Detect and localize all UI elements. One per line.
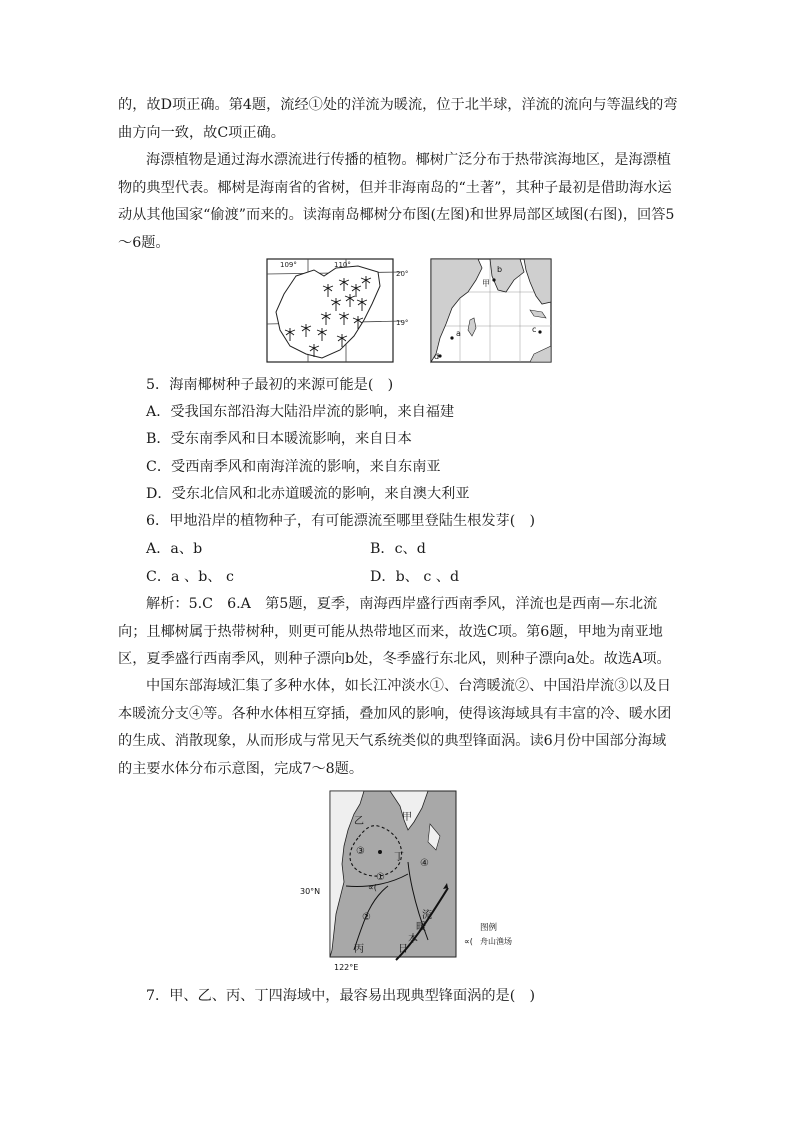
q6-option-b: B．c、d (370, 541, 426, 557)
label-d: d (434, 352, 440, 361)
lat-label-30n: 30°N (300, 887, 321, 896)
water-label-4: ④ (420, 858, 429, 869)
label-jia: 甲 (482, 279, 490, 288)
q6-option-c: C．a 、b、 c (146, 569, 234, 585)
q5-option-d: D．受东北信风和北赤道暖流的影响，来自澳大利亚 (146, 486, 470, 502)
region-label-bing: 丙 (354, 944, 364, 955)
q7-stem: 7．甲、乙、丙、丁四海域中，最容易出现典型锋面涡的是( ) (146, 988, 535, 1004)
label-b: b (497, 265, 503, 274)
q6-option-d: D．b、 c 、d (370, 569, 460, 585)
paragraph-china-sea-intro: 中国东部海域汇集了多种水体，如长江冲淡水①、台湾暖流②、中国沿岸流③以及日本暖流分支④等。各种水体相互穿插，叠加风的影响，使得该海域具有丰富的冷、暖水团的生成、消散现象，从而形成与常见天气系统类似的典型锋面涡。读6月份中国部分海域的主要水体分布示意图，完成7～8题。 (118, 678, 672, 777)
current-char-nuan: 暖 (416, 922, 426, 933)
current-char-liu: 流 (422, 910, 432, 921)
q6-stem: 6．甲地沿岸的植物种子，有可能漂流至哪里登陆生根发芽( ) (146, 513, 535, 529)
region-label-jia: 甲 (402, 812, 412, 823)
paragraph-analysis: 解析：5.C 6.A 第5题，夏季，南海西岸盛行西南季风，洋流也是西南—东北流向；且椰树属于热带树种，则更可能从热带地区而来，故选C项。第6题，甲地为南亚地区，夏季盛行西南季风，则种子漂向b处，冬季盛行东北风，则种子漂向a处。故选A项。 (118, 596, 671, 667)
china-sea-watermass-map (298, 790, 558, 976)
lon-label-110: 110° (334, 261, 351, 269)
region-label-yi: 乙 (354, 816, 364, 827)
q5-option-b: B．受东南季风和日本暖流影响，来自日本 (146, 431, 412, 447)
water-label-1: ① (376, 872, 385, 883)
current-char-ben: 本 (408, 934, 418, 945)
region-label-ding: 丁 (394, 852, 404, 863)
lon-label-122e: 122°E (334, 963, 359, 972)
current-char-ri: 日 (398, 944, 408, 955)
q6-option-a: A．a、b (146, 541, 203, 557)
lat-label-19: 19° (396, 319, 409, 327)
legend-title: 图例 (480, 923, 498, 933)
q5-option-c: C．受西南季风和南海洋流的影响，来自东南亚 (146, 459, 441, 475)
fishery-symbol: ∝( (368, 883, 377, 892)
paragraph-coconut-intro: 海漂植物是通过海水漂流进行传播的植物。椰树广泛分布于热带滨海地区，是海漂植物的典型代表。椰树是海南省的省树，但并非海南岛的“土著”，其种子最初是借助海水运动从其他国家“偷渡”而来的。读海南岛椰树分布图(左图)和世界局部区域图(右图)，回答5～6题。 (118, 152, 675, 251)
paragraph-answer-continuation: 的，故D项正确。第4题，流经①处的洋流为暖流，位于北半球，洋流的流向与等温线的弯曲方向一致，故C项正确。 (118, 97, 678, 141)
world-region-map (430, 258, 552, 364)
legend-symbol: ∝( (464, 937, 473, 946)
lat-label-20: 20° (396, 270, 409, 278)
lon-label-109: 109° (280, 261, 297, 269)
water-label-3: ③ (356, 846, 365, 857)
q5-option-a: A．受我国东部沿海大陆沿岸流的影响，来自福建 (146, 404, 455, 420)
legend-fishery-label: 舟山渔场 (480, 937, 512, 946)
water-label-2: ② (362, 912, 371, 923)
label-a: a (456, 329, 461, 338)
label-c: c (532, 325, 537, 334)
q5-stem: 5．海南椰树种子最初的来源可能是( ) (146, 377, 394, 393)
hainan-coconut-map (266, 258, 412, 364)
